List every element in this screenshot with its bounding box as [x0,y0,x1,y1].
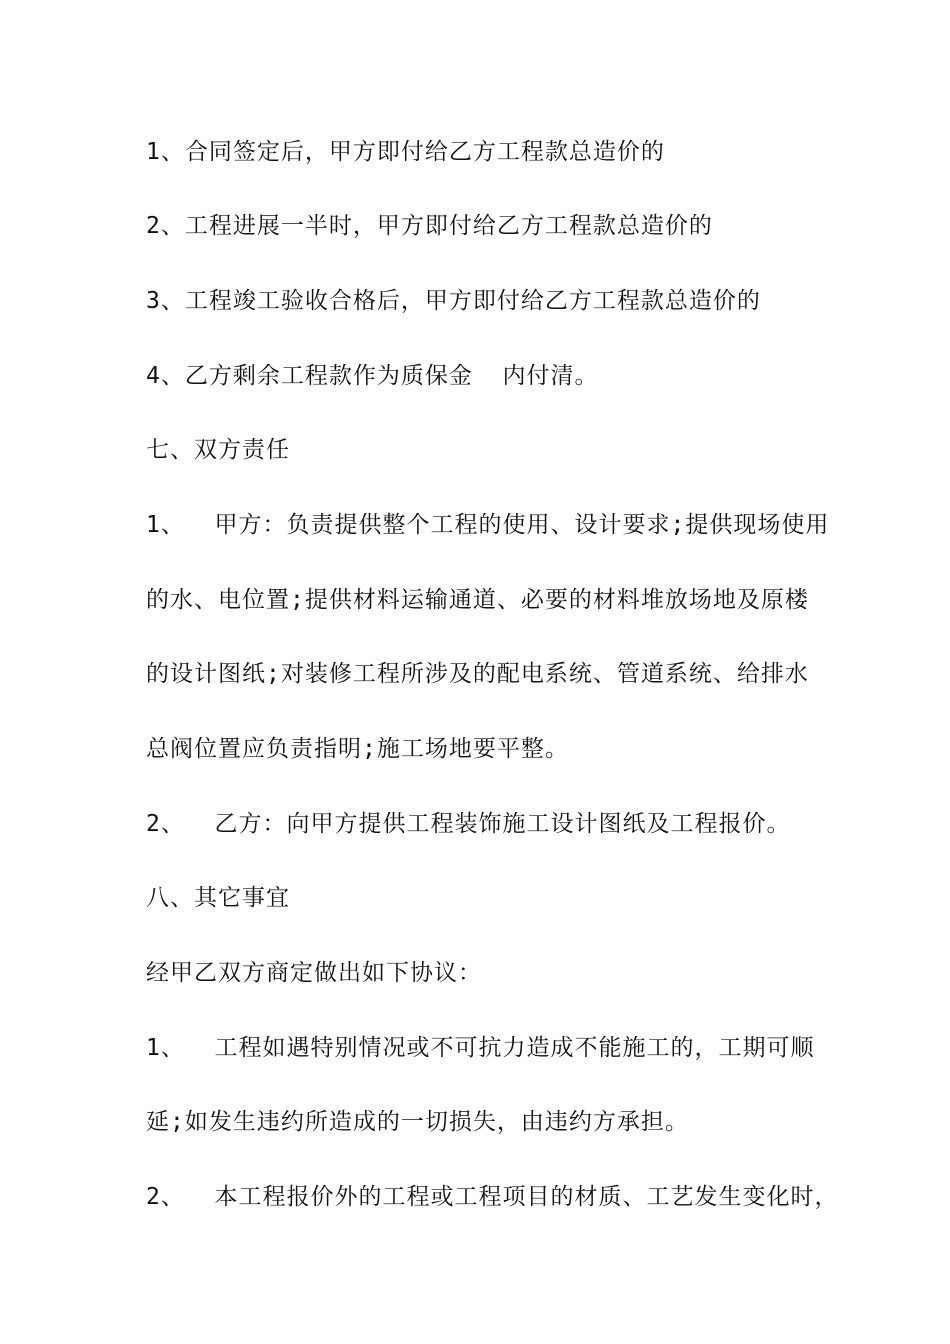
payment-clause-1: 1、合同签定后，甲方即付给乙方工程款总造价的 [146,139,665,165]
payment-clause-4: 4、乙方剩余工程款作为质保金 内付清。 [146,363,599,389]
party-a-duty-line-1: 1、 甲方：负责提供整个工程的使用、设计要求;提供现场使用 [146,512,830,538]
party-a-duty-line-2: 的水、电位置;提供材料运输通道、必要的材料堆放场地及原楼 [146,587,809,613]
party-a-duty-line-3: 的设计图纸;对装修工程所涉及的配电系统、管道系统、给排水 [146,661,809,687]
section-heading-other-matters: 八、其它事宜 [146,885,290,911]
party-a-duty-line-4: 总阀位置应负责指明;施工场地要平整。 [146,736,569,762]
agreement-intro-line: 经甲乙双方商定做出如下协议： [146,960,482,986]
other-clause-1-line-1: 1、 工程如遇特别情况或不可抗力造成不能施工的，工期可顺 [146,1035,815,1061]
other-clause-1-line-2: 延;如发生违约所造成的一切损失，由违约方承担。 [146,1109,689,1135]
party-b-duty-line: 2、 乙方：向甲方提供工程装饰施工设计图纸及工程报价。 [146,811,791,837]
payment-clause-3: 3、工程竣工验收合格后，甲方即付给乙方工程款总造价的 [146,288,761,314]
section-heading-responsibilities: 七、双方责任 [146,437,290,463]
other-clause-2-line-1: 2、 本工程报价外的工程或工程项目的材质、工艺发生变化时， [146,1184,839,1210]
payment-clause-2: 2、工程进展一半时，甲方即付给乙方工程款总造价的 [146,213,713,239]
